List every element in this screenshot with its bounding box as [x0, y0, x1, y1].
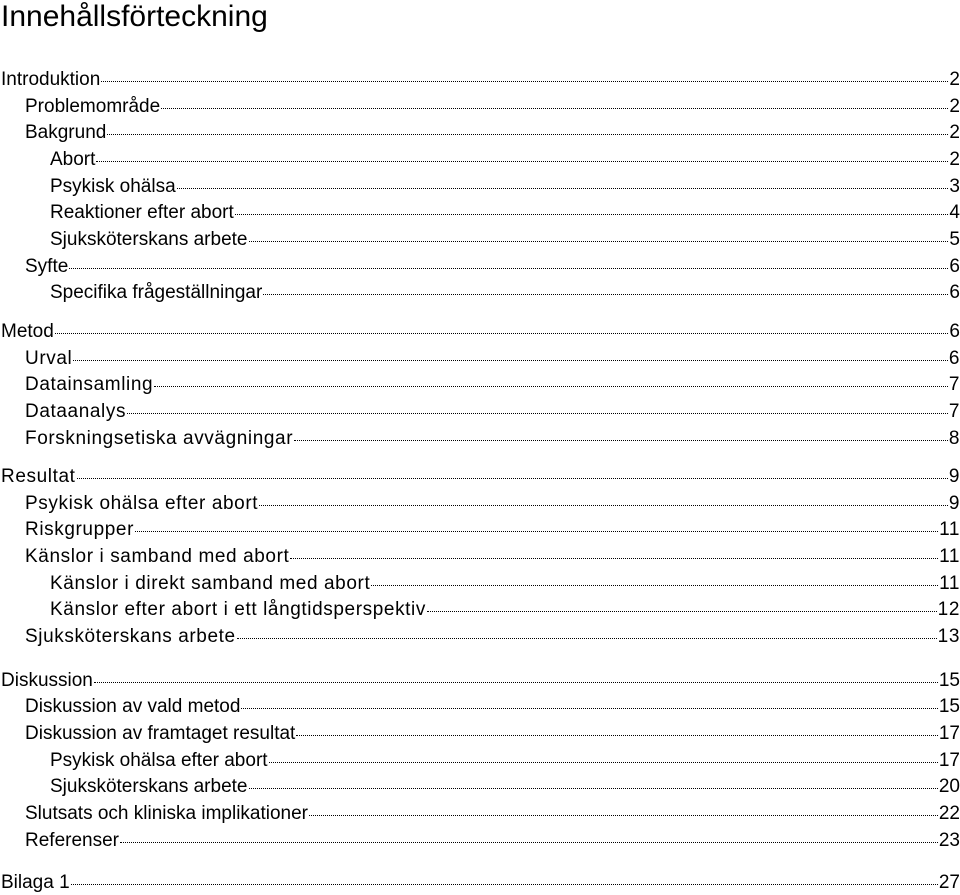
toc-entry-problemomrade[interactable]: [25, 95, 960, 119]
toc-entry-page: 17: [938, 750, 960, 771]
dot-leader: [94, 682, 938, 683]
toc-entry-page: 2: [949, 69, 960, 90]
toc-entry-label: Diskussion: [1, 670, 93, 691]
toc-entry-label: Känslor i direkt samband med abort: [50, 573, 371, 594]
toc-entry-label: Sjuksköterskans arbete: [50, 776, 248, 797]
toc-entry-page: 6: [948, 348, 960, 369]
toc-entry-label: Datainsamling: [25, 374, 154, 395]
toc-entry-diskussion-av-vald-metod[interactable]: [25, 695, 960, 719]
toc-entry-page: 5: [949, 229, 960, 250]
toc-entry-page: 6: [949, 321, 960, 342]
dot-leader: [127, 413, 948, 414]
toc-entry-kanslor-i-samband-med-abort[interactable]: [25, 545, 960, 569]
dot-leader: [309, 815, 938, 816]
dot-leader: [237, 638, 937, 639]
toc-entry-label: Urval: [25, 348, 73, 369]
toc-entry-label: Forskningsetiska avvägningar: [25, 428, 294, 449]
toc-entry-label: Känslor i samband med abort: [25, 546, 290, 567]
toc-entry-riskgrupper[interactable]: [25, 518, 960, 542]
dot-leader: [241, 708, 937, 709]
toc-entry-label: Referenser: [25, 830, 119, 851]
dot-leader: [120, 842, 938, 843]
toc-entry-page: 11: [939, 519, 960, 540]
toc-entry-forskningsetiska-avvagningar[interactable]: [25, 427, 960, 451]
toc-entry-kanslor-efter-abort[interactable]: [50, 598, 960, 622]
toc-entry-label: Känslor efter abort i ett långtidsperspektiv: [50, 599, 426, 620]
dot-leader: [71, 884, 938, 885]
toc-entry-label: Psykisk ohälsa efter abort: [25, 493, 259, 514]
toc-entry-urval[interactable]: [25, 347, 960, 371]
dot-leader: [96, 161, 948, 162]
toc-entry-page: 12: [937, 599, 960, 620]
dot-leader: [294, 440, 948, 441]
toc-entry-page: 2: [949, 96, 960, 117]
toc-entry-page: 3: [949, 176, 960, 197]
toc-entry-label: Slutsats och kliniska implikationer: [25, 803, 309, 824]
toc-entry-page: 20: [938, 776, 960, 797]
toc-entry-sjukskoterskans-arbete[interactable]: [50, 228, 960, 252]
toc-entry-sjukskoterskans-arbete-resultat[interactable]: [25, 625, 960, 649]
toc-entry-page: 15: [938, 670, 960, 691]
toc-entry-specifika-fragestallningar[interactable]: [50, 281, 960, 305]
dot-leader: [135, 531, 938, 532]
toc-entry-label: Introduktion: [1, 69, 101, 90]
toc-entry-page: 7: [948, 374, 960, 395]
toc-entry-page: 7: [948, 401, 960, 422]
dot-leader: [73, 360, 947, 361]
toc-entry-page: 22: [938, 803, 960, 824]
toc-entry-label: Sjuksköterskans arbete: [50, 229, 248, 250]
toc-entry-label: Specifika frågeställningar: [50, 282, 263, 303]
dot-leader: [77, 478, 948, 479]
toc-entry-abort[interactable]: [50, 148, 960, 172]
dot-leader: [427, 611, 937, 612]
toc-entry-page: 9: [948, 493, 960, 514]
toc-entry-label: Metod: [1, 321, 54, 342]
toc-entry-sjukskoterskans-arbete-diskussion[interactable]: [50, 775, 960, 799]
toc-entry-label: Reaktioner efter abort: [50, 202, 234, 223]
toc-entry-diskussion-av-framtaget-resultat[interactable]: [25, 722, 960, 746]
toc-entry-dataanalys[interactable]: [25, 400, 960, 424]
toc-entry-reaktioner-efter-abort[interactable]: [50, 201, 960, 225]
dot-leader: [269, 762, 938, 763]
dot-leader: [249, 788, 938, 789]
toc-entry-resultat[interactable]: [1, 465, 960, 489]
toc-entry-slutsats[interactable]: [25, 802, 960, 826]
toc-entry-label: Dataanalys: [25, 401, 127, 422]
dot-leader: [290, 558, 938, 559]
toc-entry-datainsamling[interactable]: [25, 373, 960, 397]
dot-leader: [235, 214, 949, 215]
dot-leader: [371, 585, 938, 586]
toc-entry-label: Syfte: [25, 256, 69, 277]
toc-entry-page: 6: [949, 282, 960, 303]
toc-entry-label: Sjuksköterskans arbete: [25, 626, 236, 647]
toc-entry-page: 9: [948, 466, 960, 487]
toc-entry-label: Psykisk ohälsa: [50, 176, 176, 197]
toc-entry-kanslor-i-direkt-samband[interactable]: [50, 572, 960, 596]
toc-entry-page: 15: [938, 696, 960, 717]
toc-entry-page: 13: [937, 626, 960, 647]
dot-leader: [107, 134, 948, 135]
toc-entry-psykisk-ohalsa-efter-abort[interactable]: [25, 492, 960, 516]
toc-entry-psykisk-ohalsa-efter-abort-diskussion[interactable]: [50, 749, 960, 773]
toc-entry-page: 11: [939, 546, 960, 567]
toc-entry-page: 6: [949, 256, 960, 277]
dot-leader: [55, 333, 949, 334]
dot-leader: [249, 241, 949, 242]
toc-entry-label: Problemområde: [25, 96, 161, 117]
toc-entry-page: 4: [949, 202, 960, 223]
toc-entry-page: 17: [938, 723, 960, 744]
dot-leader: [263, 294, 948, 295]
toc-entry-label: Diskussion av vald metod: [25, 696, 241, 717]
toc-entry-page: 23: [938, 830, 960, 851]
toc-entry-label: Resultat: [1, 466, 76, 487]
dot-leader: [177, 188, 949, 189]
toc-entry-bilaga-1[interactable]: [1, 871, 960, 895]
toc-entry-bakgrund[interactable]: [25, 121, 960, 145]
dot-leader: [69, 268, 948, 269]
dot-leader: [161, 108, 948, 109]
dot-leader: [154, 386, 948, 387]
toc-entry-metod[interactable]: [1, 320, 960, 344]
toc-entry-label: Abort: [50, 149, 96, 170]
toc-entry-referenser[interactable]: [25, 829, 960, 853]
toc-entry-page: 2: [949, 122, 960, 143]
toc-entry-psykisk-ohalsa[interactable]: [50, 175, 960, 199]
toc-entry-page: 2: [949, 149, 960, 170]
toc-entry-label: Bilaga 1: [1, 872, 70, 893]
toc-entry-label: Bakgrund: [25, 122, 107, 143]
toc-entry-introduktion[interactable]: [1, 68, 960, 92]
toc-entry-diskussion[interactable]: [1, 669, 960, 693]
page-title: Innehållsförteckning: [1, 0, 268, 33]
dot-leader: [259, 505, 948, 506]
toc-entry-page: 11: [939, 573, 960, 594]
toc-entry-label: Riskgrupper: [25, 519, 135, 540]
toc-entry-label: Psykisk ohälsa efter abort: [50, 750, 268, 771]
dot-leader: [296, 735, 938, 736]
toc-entry-syfte[interactable]: [25, 255, 960, 279]
toc-entry-page: 8: [948, 428, 960, 449]
dot-leader: [101, 81, 948, 82]
toc-entry-label: Diskussion av framtaget resultat: [25, 723, 296, 744]
toc-entry-page: 27: [938, 872, 960, 893]
